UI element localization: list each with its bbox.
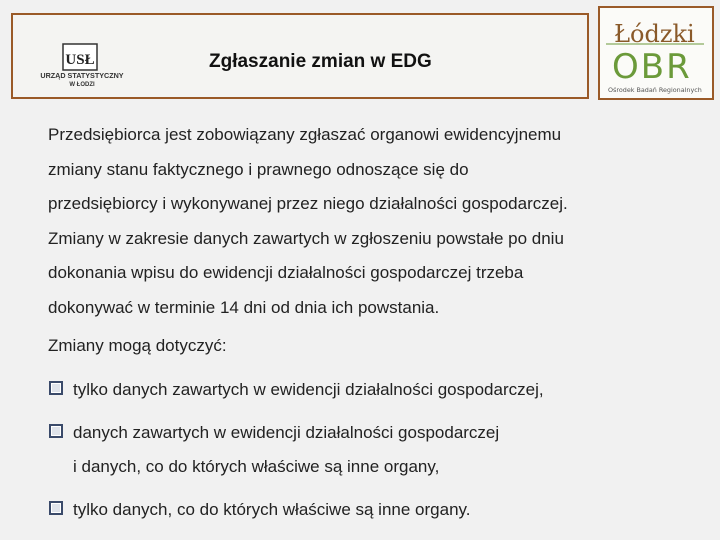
list-item-text: tylko danych zawartych w ewidencji działalności gospodarczej, [73,380,544,399]
checkbox-square-icon [49,424,63,438]
changes-list [47,373,708,527]
paragraph-line: dokonania wpisu do ewidencji działalności gospodarczej trzeba [48,263,524,282]
logo-tagline: Ośrodek Badań Regionalnych [608,86,702,94]
paragraph-line: przedsiębiorcy i wykonywanej przez niego działalności gospodarczej. [48,194,568,213]
paragraph-line: zmiany stanu faktycznego i prawnego odnoszące się do [48,159,469,179]
list-item [47,493,708,527]
checkbox-square-icon [49,501,63,515]
list-item-text: i danych, co do których właściwe są inne organy, [73,457,440,476]
lodzki-obr-logo [600,8,712,98]
slide-body [48,118,708,536]
logo-mark: USŁ [65,52,95,68]
list-item [47,373,708,407]
urzad-statystyczny-logo [31,43,133,87]
list-item [47,416,708,484]
logo-top-text: Łódzki [614,20,695,48]
lodzki-obr-logo-frame [598,6,714,100]
list-item-text: danych zawartych w ewidencji działalności gospodarczej [73,423,500,442]
list-item-text: tylko danych, co do których właściwe są inne organy. [73,500,471,519]
paragraph-line: Zmiany w zakresie danych zawartych w zgłoszeniu powstałe po dniu [48,228,564,248]
paragraph-line: Przedsiębiorca jest zobowiązany zgłaszać organowi ewidencyjnemu [48,125,562,144]
logo-main-text: OBR [612,47,692,87]
logo-line1: URZĄD STATYSTYCZNY [40,71,124,80]
paragraph-line: dokonywać w terminie 14 dni od dnia ich powstania. [48,297,440,317]
logo-line2: W ŁODZI [69,82,95,87]
title-banner [11,13,589,99]
list-lead: Zmiany mogą dotyczyć: [48,336,227,355]
slide-title: Zgłaszanie zmian w EDG [209,51,432,72]
intro-paragraph [48,118,708,325]
checkbox-square-icon [49,381,63,395]
